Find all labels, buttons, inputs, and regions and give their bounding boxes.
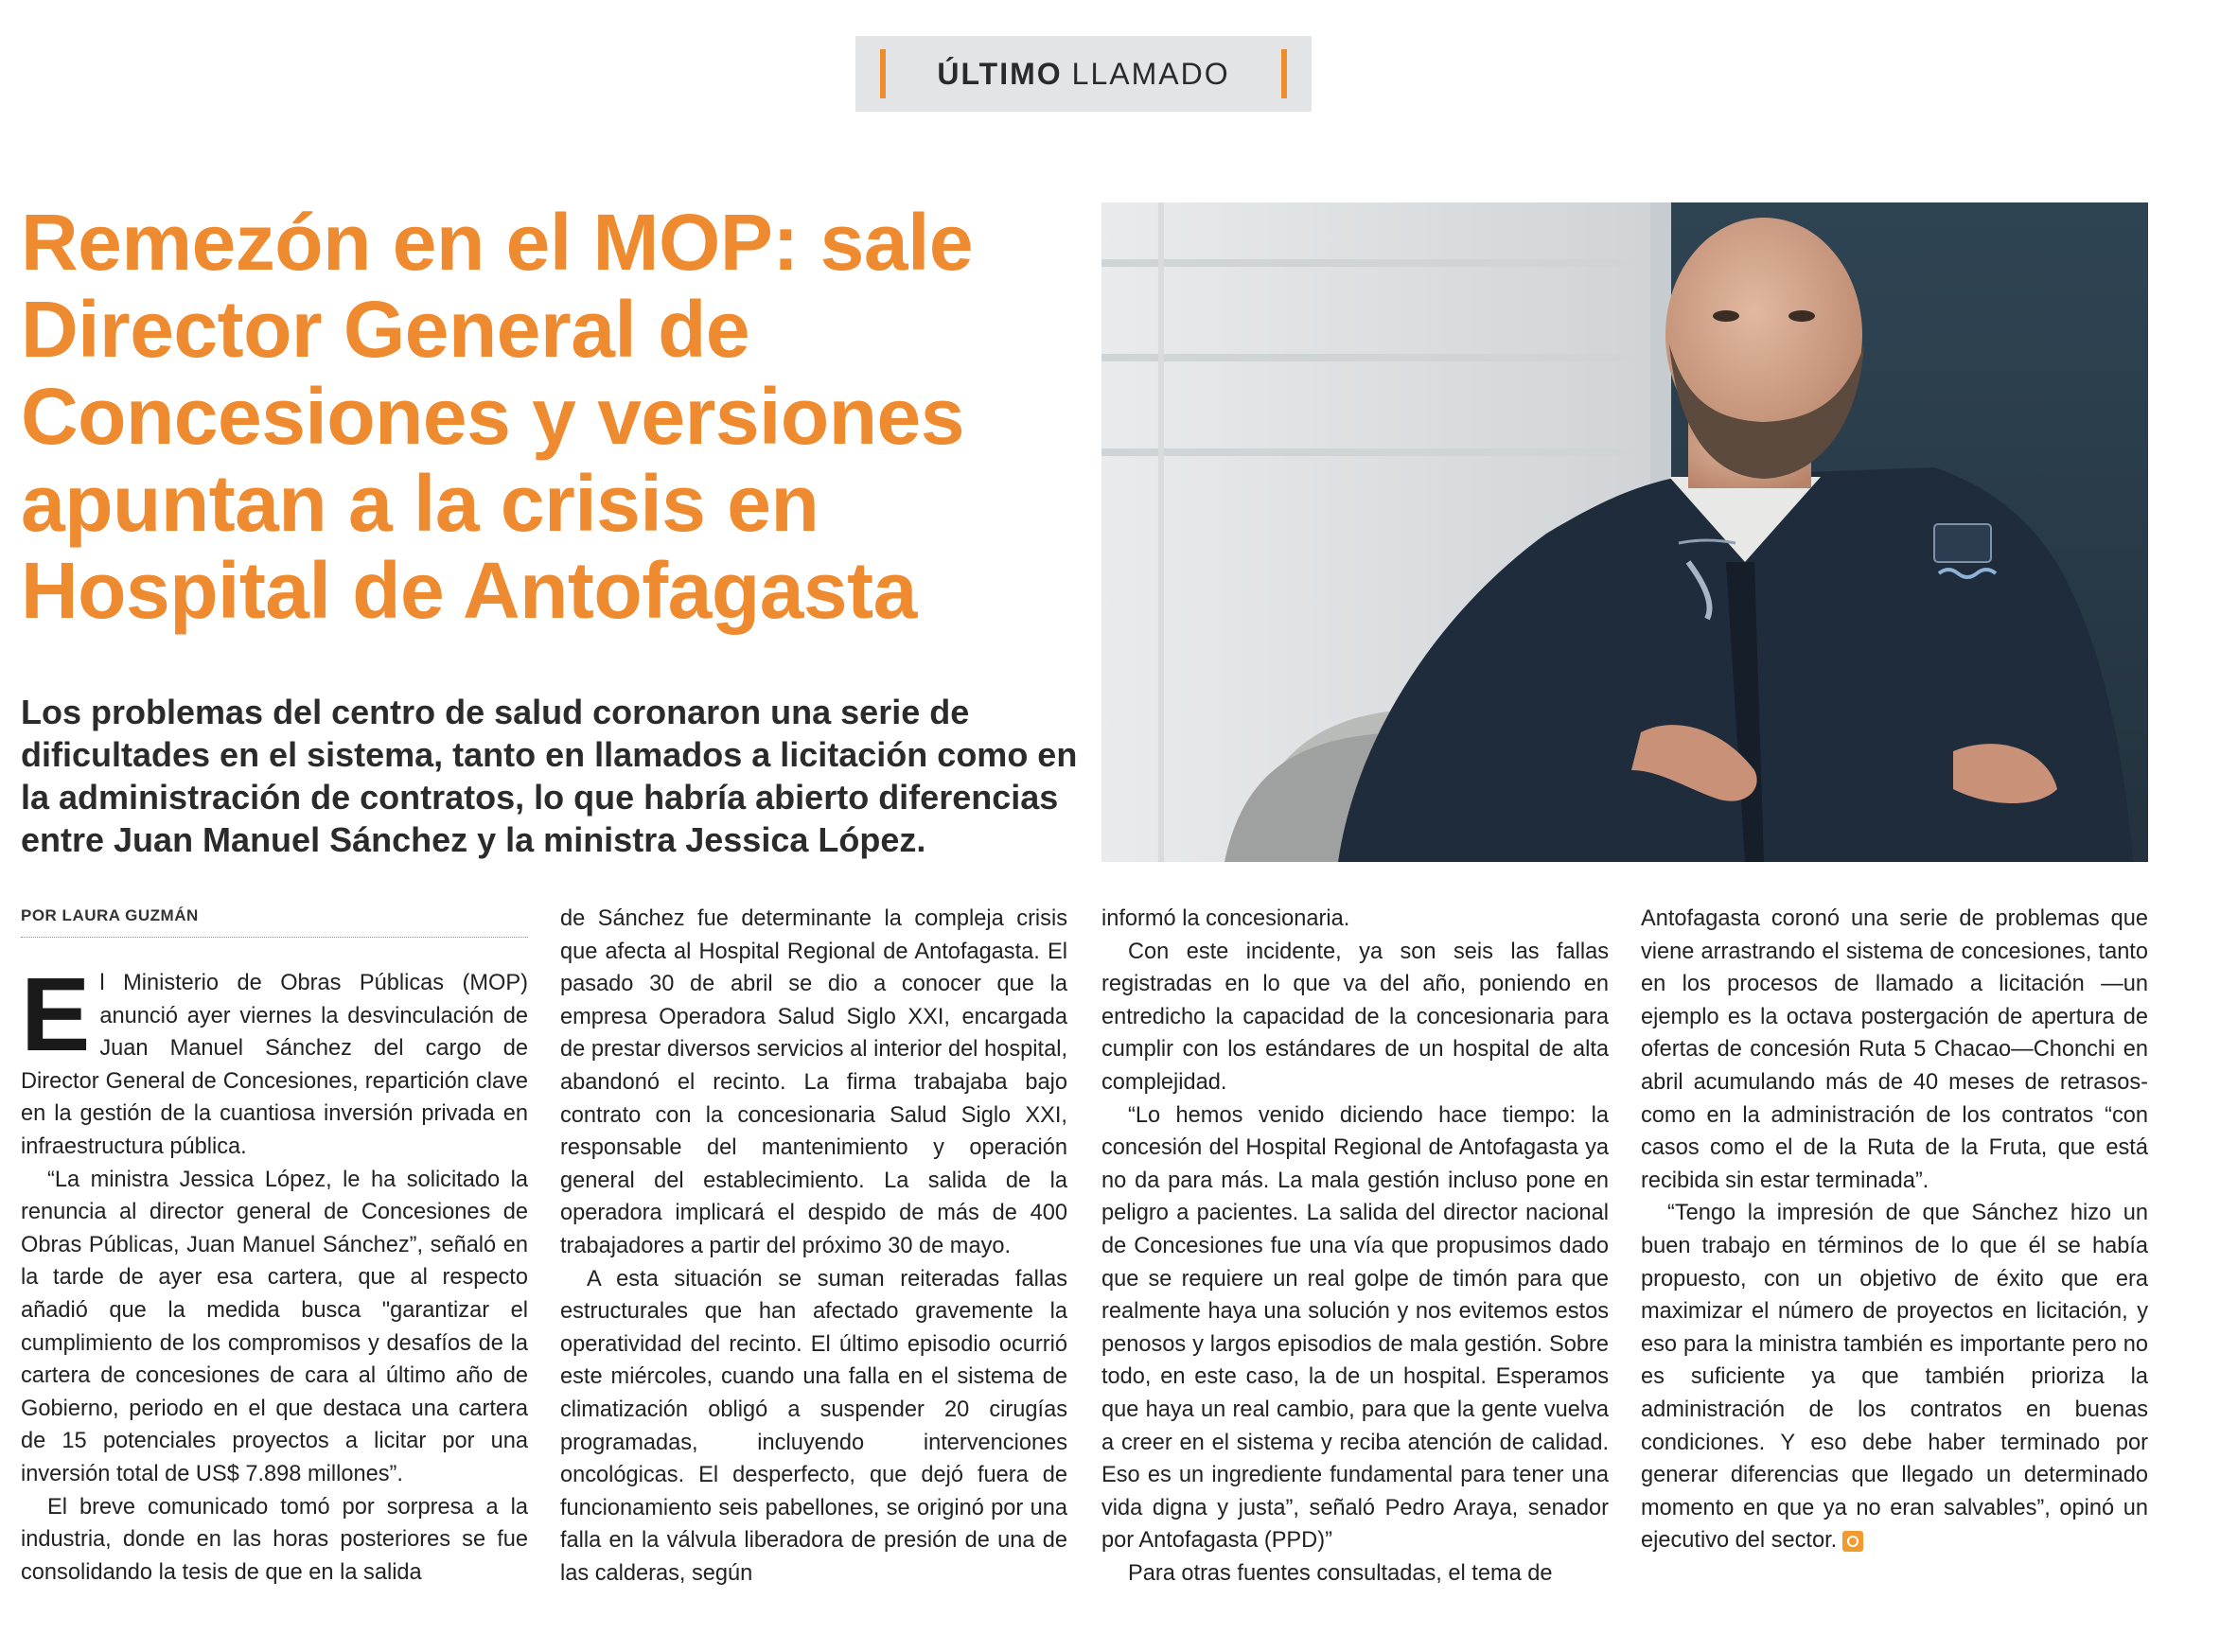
article-column-2 — [560, 903, 1067, 1590]
section-tag-text — [937, 57, 1229, 92]
headline: Remezón en el MOP: sale Director General de Concesiones y versiones apuntan a la crisis en Hospital de Antofagasta — [21, 198, 974, 635]
end-mark-icon — [1842, 1531, 1863, 1552]
article-column-4 — [1641, 903, 2148, 1557]
article-column-1 — [21, 957, 528, 1589]
article-paragraph — [1641, 1197, 2148, 1557]
article-paragraph: Con este incidente, ya son seis las fallas registradas en lo que va del año, poniendo en entredicho la capacidad de la concesionaria para cumplir con los estándares de un hospital de alta complejidad. — [1101, 939, 1609, 1095]
article-photo — [1101, 202, 2148, 862]
section-tag-strong: ÚLTIMO — [937, 56, 1063, 91]
article-paragraph: de Sánchez fue determinante la compleja crisis que afecta al Hospital Regional de Antofagasta. El pasado 30 de abril se dio a conocer que la empresa Operadora Salud Siglo XXI, encargada de prestar diversos servicios al interior del hospital, abandonó el recinto. La firma trabajaba bajo contrato con la concesionaria Salud Siglo XXI, responsable del mantenimiento y operación general del establecimiento. La salida de la operadora implicará el despido de más de 400 trabajadores a partir del próximo 30 de mayo. — [560, 906, 1067, 1258]
paragraph-text: “Tengo la impresión de que Sánchez hizo un buen trabajo en términos de lo que él se había propuesto, con un objetivo de éxito que era maximizar el número de proyectos en licitación, y eso para la ministra también es importante pero no es suficiente ya que también prioriza la administración de los contratos en buenas condiciones. Y eso debe haber terminado por generar diferencias que llegado un determinado momento en que ya no eran salvables”, opinó un ejecutivo del sector. — [1641, 1201, 2148, 1554]
article-paragraph: “La ministra Jessica López, le ha solicitado la renuncia al director general de Concesiones de Obras Públicas, Juan Manuel Sánchez”, señaló en la tarde de ayer esa cartera, que al respecto añadió que la medida busca "garantizar el cumplimiento de los compromisos y desafíos de la cartera de concesiones de cara al último año de Gobierno, periodo en el que destaca una cartera de 15 potenciales proyectos a licitar por una inversión total de US$ 7.898 millones”. — [21, 1167, 528, 1486]
paragraph-text: l Ministerio de Obras Públicas (MOP) anunció ayer viernes la desvinculación de Juan Manuel Sánchez del cargo de Director General de Concesiones, repartición clave en la gestión de la cuantiosa inversión privada en infraestructura pública. — [21, 971, 528, 1159]
section-tag-light: LLAMADO — [1071, 56, 1230, 91]
section-tag — [855, 36, 1312, 112]
article-column-3 — [1101, 903, 1609, 1590]
article-paragraph: informó la concesionaria. — [1101, 906, 1350, 931]
deck-subtitle: Los problemas del centro de salud coronaron una serie de dificultades en el sistema, tanto en llamados a licitación como en la administración de contratos, lo que habría abierto diferencias entre Juan Manuel Sánchez y la ministra Jessica López. — [21, 693, 1078, 859]
article-paragraph: “Lo hemos venido diciendo hace tiempo: la concesión del Hospital Regional de Antofagasta ya no da para más. La mala gestión incluso pone en peligro a pacientes. La salida del director nacional de Concesiones fue una vía que propusimos dado que se requiere un real golpe de timón para que realmente haya una solución y nos evitemos estos penosos y largos episodios de mala gestión. Sobre todo, en este caso, la de un hospital. Esperamos que haya un real cambio, para que la gente vuelva a creer en el sistema y reciba atención de calidad. Eso es un ingrediente fundamental para tener una vida digna y justa”, señaló Pedro Araya, senador por Antofagasta (PPD)” — [1101, 1102, 1609, 1554]
byline: POR LAURA GUZMÁN — [21, 906, 528, 938]
article-paragraph: Para otras fuentes consultadas, el tema de — [1128, 1560, 1553, 1586]
article-paragraph: A esta situación se suman reiteradas fallas estructurales que han afectado gravemente la operatividad del recinto. El último episodio ocurrió este miércoles, cuando una falla en el sistema de climatización obligó a suspender 20 cirugías programadas, incluyendo intervenciones oncológicas. El desperfecto, que dejó fuera de funcionamiento seis pabellones, se originó por una falla en la válvula liberadora de presión de una de las calderas, según — [560, 1266, 1067, 1586]
article-paragraph: El breve comunicado tomó por sorpresa a la industria, donde en las horas posteriores se fue consolidando la tesis de que en la salida — [21, 1494, 528, 1585]
section-tag-bar-left — [880, 49, 886, 98]
article-paragraph: Antofagasta coronó una serie de problemas que viene arrastrando el sistema de concesiones, tanto en los procesos de llamado a licitación —un ejemplo es la octava postergación de apertura de ofertas de concesión Ruta 5 Chacao—Chonchi en abril acumulando más de 40 meses de retrasos- como en la administración de los contratos “con casos como el de la Ruta de la Fruta, que está recibida sin estar terminada”. — [1641, 906, 2148, 1193]
dropcap: E — [21, 957, 91, 1073]
section-tag-bar-right — [1281, 49, 1287, 98]
article-paragraph — [21, 957, 528, 1164]
